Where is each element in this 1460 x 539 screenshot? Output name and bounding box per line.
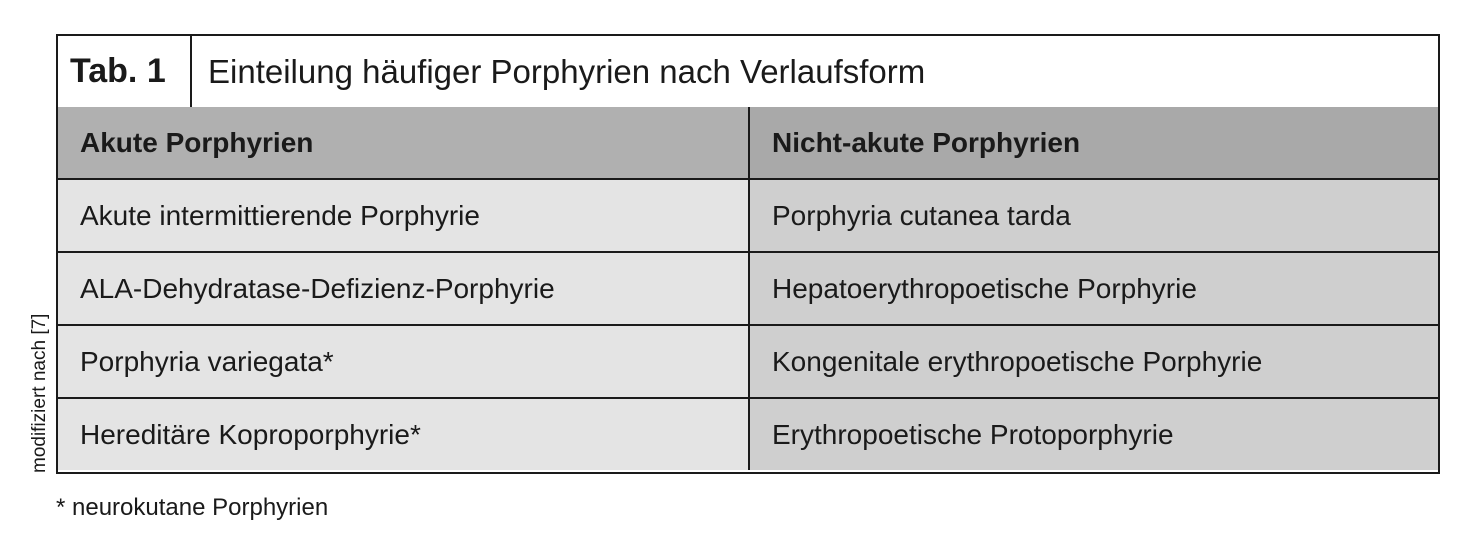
- table-row: [58, 253, 1438, 326]
- column-header-non-acute: Nicht-akute Porphyrien: [750, 107, 1438, 178]
- table-cell-acute: ALA-Dehydratase-Defizienz-Porphyrie: [58, 253, 750, 324]
- table-header-row: [58, 107, 1438, 180]
- table-cell-acute: Hereditäre Koproporphyrie*: [58, 399, 750, 470]
- table-cell-non-acute: Kongenitale erythropoetische Porphyrie: [750, 326, 1438, 397]
- column-header-acute: Akute Porphyrien: [58, 107, 750, 178]
- table-title-row: [58, 36, 1438, 109]
- table-cell-non-acute: Hepatoerythropoetische Porphyrie: [750, 253, 1438, 324]
- table-cell-non-acute: Erythropoetische Protoporphyrie: [750, 399, 1438, 470]
- table-row: [58, 399, 1438, 470]
- table-cell-acute: Porphyria variegata*: [58, 326, 750, 397]
- porphyria-table: [56, 34, 1440, 474]
- table-title: Einteilung häufiger Porphyrien nach Verlaufsform: [208, 53, 926, 90]
- table-cell-non-acute: Porphyria cutanea tarda: [750, 180, 1438, 251]
- table-grid: [58, 107, 1438, 470]
- source-note: modifiziert nach [7]: [29, 313, 50, 473]
- table-footnote: * neurokutane Porphyrien: [56, 494, 329, 521]
- table-label: Tab. 1: [58, 36, 192, 107]
- table-row: [58, 326, 1438, 399]
- table-row: [58, 180, 1438, 253]
- table-cell-acute: Akute intermittierende Porphyrie: [58, 180, 750, 251]
